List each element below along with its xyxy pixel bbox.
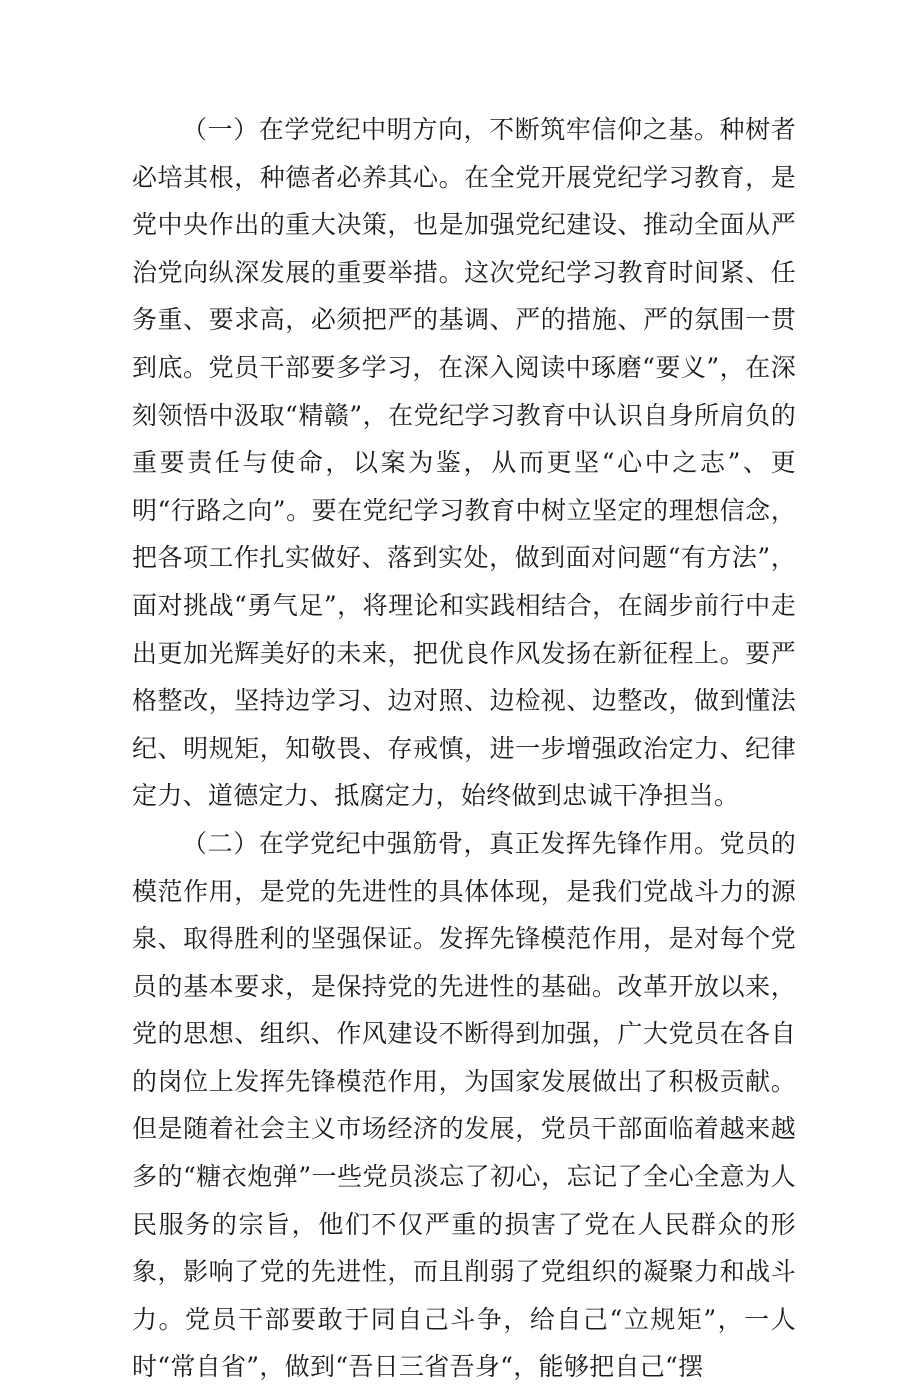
document-body — [132, 106, 796, 1391]
paragraph-1: （一）在学党纪中明方向，不断筑牢信仰之基。种树者必培其根，种德者必养其心。在全党开展党纪学习教育，是党中央作出的重大决策，也是加强党纪建设、推动全面从严治党向纵深发展的重要举措。这次党纪学习教育时间紧、任务重、要求高，必须把严的基调、严的措施、严的氛围一贯到底。党员干部要多学习，在深入阅读中琢磨“要义”，在深刻领悟中汲取“精赣”，在党纪学习教育中认识自身所肩负的重要责任与使命，以案为鉴，从而更坚“心中之志”、更明“行路之向”。要在党纪学习教育中树立坚定的理想信念，把各项工作扎实做好、落到实处，做到面对问题“有方法”，面对挑战“勇气足”，将理论和实践相结合，在阔步前行中走出更加光辉美好的未来，把优良作风发扬在新征程上。要严格整改，坚持边学习、边对照、边检视、边整改，做到懂法纪、明规矩，知敬畏、存戒慎，进一步增强政治定力、纪律定力、道德定力、抵腐定力，始终做到忠诚干净担当。 — [132, 115, 796, 811]
paragraph-2: （二）在学党纪中强筋骨，真正发挥先锋作用。党员的模范作用，是党的先进性的具体体现，是我们党战斗力的源泉、取得胜利的坚强保证。发挥先锋模范作用，是对每个党员的基本要求，是保持党的先进性的基础。改革开放以来，党的思想、组织、作风建设不断得到加强，广大党员在各自的岗位上发挥先锋模范作用，为国家发展做出了积极贡献。但是随着社会主义市场经济的发展，党员干部面临着越来越多的“糖衣炮弹”一些党员淡忘了初心，忘记了全心全意为人民服务的宗旨，他们不仅严重的损害了党在人民群众的形象，影响了党的先进性，而且削弱了党组织的凝聚力和战斗力。党员干部要敢于同自己斗争，给自己“立规矩”，一人时“常自省”，做到“吾日三省吾身“，能够把自己“摆 — [132, 828, 796, 1382]
